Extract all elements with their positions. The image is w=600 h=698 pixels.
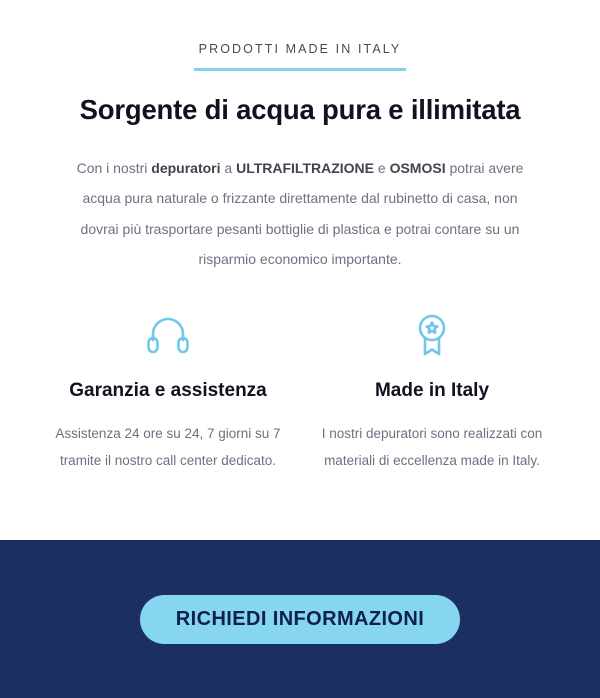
section-spacer (0, 475, 600, 540)
intro-text-2: a (220, 160, 237, 177)
request-info-button[interactable]: RICHIEDI INFORMAZIONI (140, 595, 460, 644)
feature-text: Assistenza 24 ore su 24, 7 giorni su 7 tramite il nostro call center dedicato. (55, 425, 281, 469)
intro-paragraph (70, 153, 530, 273)
intro-bold-osmosi: OSMOSI (389, 160, 446, 177)
intro-text-1: Con i nostri (76, 160, 152, 177)
intro-bold-depuratori: depuratori (151, 160, 221, 177)
intro-bold-ultrafiltrazione: ULTRAFILTRAZIONE (236, 160, 374, 177)
intro-text-3: e (374, 160, 390, 177)
headset-icon (50, 304, 286, 366)
feature-list (36, 304, 564, 475)
eyebrow-label: PRODOTTI MADE IN ITALY (198, 42, 402, 56)
feature-item-assistenza (36, 304, 300, 475)
feature-text: I nostri depuratori sono realizzati con materiali di eccellenza made in Italy. (321, 425, 543, 469)
feature-item-made-in-italy (300, 304, 564, 475)
intro-text-4: potrai avere acqua pura naturale o frizzante direttamente dal rubinetto di casa, non dovrai più trasportare pesanti bottiglie di plastica e potrai contare su un risparmio economico importante. (80, 160, 524, 267)
cta-band (0, 540, 600, 698)
award-ribbon-icon (314, 304, 550, 366)
accent-divider (194, 68, 406, 71)
page-title: Sorgente di acqua pura e illimitata (79, 94, 521, 125)
feature-title: Made in Italy (374, 379, 490, 401)
feature-title: Garanzia e assistenza (69, 379, 267, 401)
